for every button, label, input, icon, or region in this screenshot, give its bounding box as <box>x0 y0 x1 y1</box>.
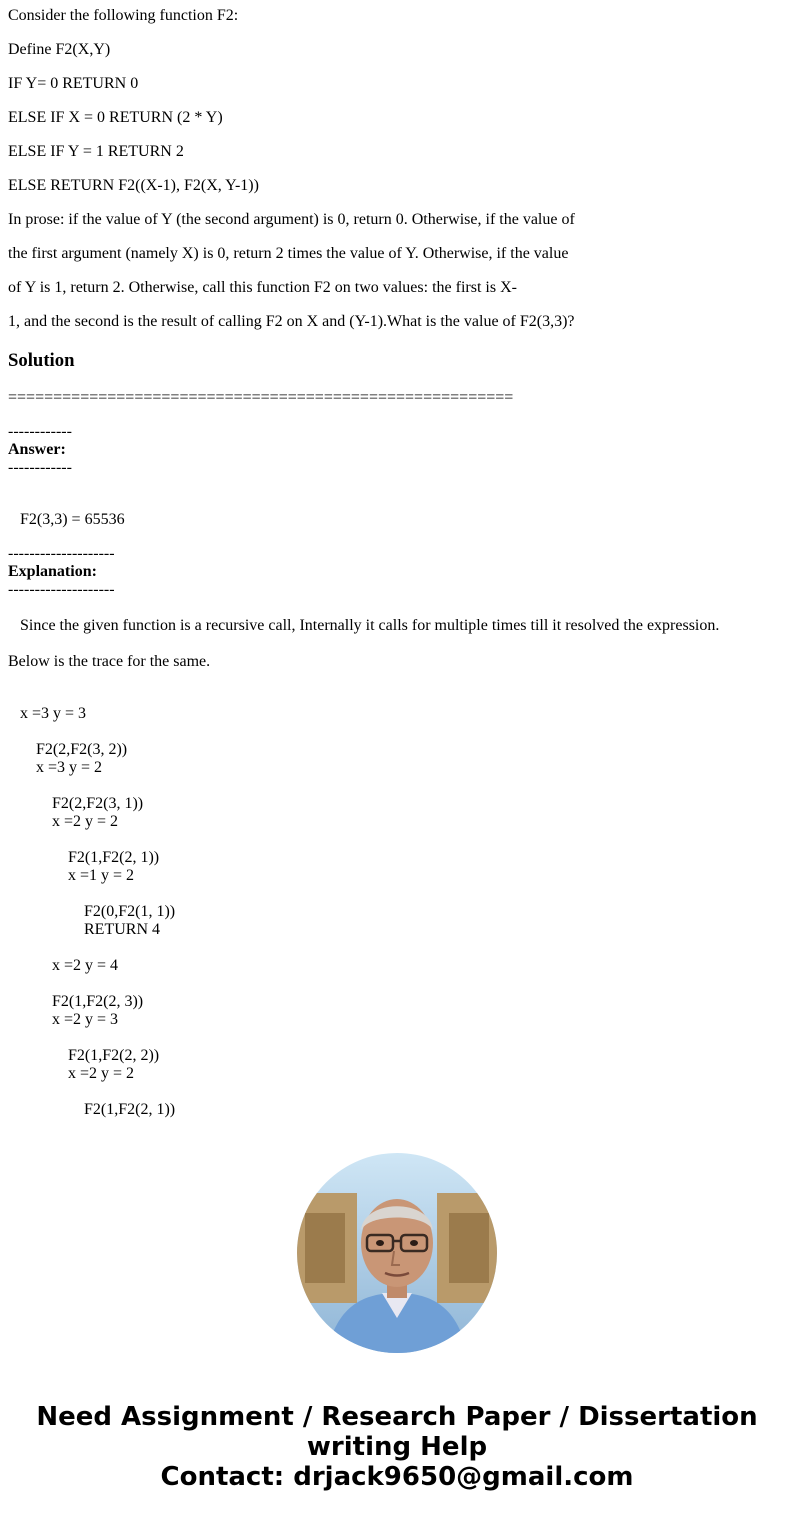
trace-line: x =2 y = 3 <box>52 1011 119 1028</box>
trace-line: x =2 y = 2 <box>52 813 119 830</box>
trace-line: x =1 y = 2 <box>68 867 135 884</box>
trace-line: F2(2,F2(3, 1)) <box>52 795 144 812</box>
separator-line: ======================================================== <box>8 389 514 406</box>
question-line: ELSE IF Y = 1 RETURN 2 <box>8 143 184 160</box>
question-line: IF Y= 0 RETURN 0 <box>8 75 139 92</box>
promo-contact: Contact: drjack9650@gmail.com <box>160 1462 634 1492</box>
answer-block <box>8 423 786 529</box>
trace-line: F2(0,F2(1, 1)) <box>84 903 176 920</box>
trace-line: F2(2,F2(3, 2)) <box>36 741 128 758</box>
trace-block <box>8 705 786 1119</box>
document-body <box>8 0 786 1122</box>
trace-line: x =3 y = 3 <box>20 705 87 722</box>
explanation-dashes-top: -------------------- <box>8 545 115 562</box>
question-line: ELSE RETURN F2((X-1), F2(X, Y-1)) <box>8 177 259 194</box>
question-line: Define F2(X,Y) <box>8 41 111 58</box>
explanation-dashes-bottom: -------------------- <box>8 581 115 598</box>
trace-line: x =3 y = 2 <box>36 759 103 776</box>
explanation-text: Since the given function is a recursive call, Internally it calls for multiple times till it resolved the expression. <box>20 617 720 634</box>
question-line: ELSE IF X = 0 RETURN (2 * Y) <box>8 109 223 126</box>
trace-line: F2(1,F2(2, 1)) <box>84 1101 176 1118</box>
explanation-label: Explanation: <box>8 563 97 580</box>
promo-line: writing Help <box>306 1432 488 1462</box>
trace-line: F2(1,F2(2, 2)) <box>68 1047 160 1064</box>
question-line: In prose: if the value of Y (the second argument) is 0, return 0. Otherwise, if the value of <box>8 211 575 228</box>
answer-dashes-top: ------------ <box>8 423 72 440</box>
answer-value: F2(3,3) = 65536 <box>20 511 125 528</box>
solution-heading: Solution <box>8 350 75 371</box>
promo-banner <box>0 1402 794 1492</box>
question-line: Consider the following function F2: <box>8 7 239 24</box>
answer-dashes-bottom: ------------ <box>8 459 72 476</box>
trace-line: RETURN 4 <box>84 921 160 938</box>
author-avatar <box>297 1153 497 1353</box>
trace-line: F2(1,F2(2, 1)) <box>68 849 160 866</box>
trace-line: F2(1,F2(2, 3)) <box>52 993 144 1010</box>
promo-line: Need Assignment / Research Paper / Dissertation <box>36 1402 758 1432</box>
person-portrait-icon <box>297 1153 497 1353</box>
explanation-block <box>8 545 786 671</box>
question-line: the first argument (namely X) is 0, return 2 times the value of Y. Otherwise, if the value <box>8 245 569 262</box>
question-line: 1, and the second is the result of calling F2 on X and (Y-1).What is the value of F2(3,3)? <box>8 313 575 330</box>
question-section <box>8 7 786 331</box>
explanation-text: Below is the trace for the same. <box>8 653 211 670</box>
trace-line: x =2 y = 4 <box>52 957 119 974</box>
trace-line: x =2 y = 2 <box>68 1065 135 1082</box>
question-line: of Y is 1, return 2. Otherwise, call this function F2 on two values: the first is X- <box>8 279 517 296</box>
answer-label: Answer: <box>8 441 66 458</box>
